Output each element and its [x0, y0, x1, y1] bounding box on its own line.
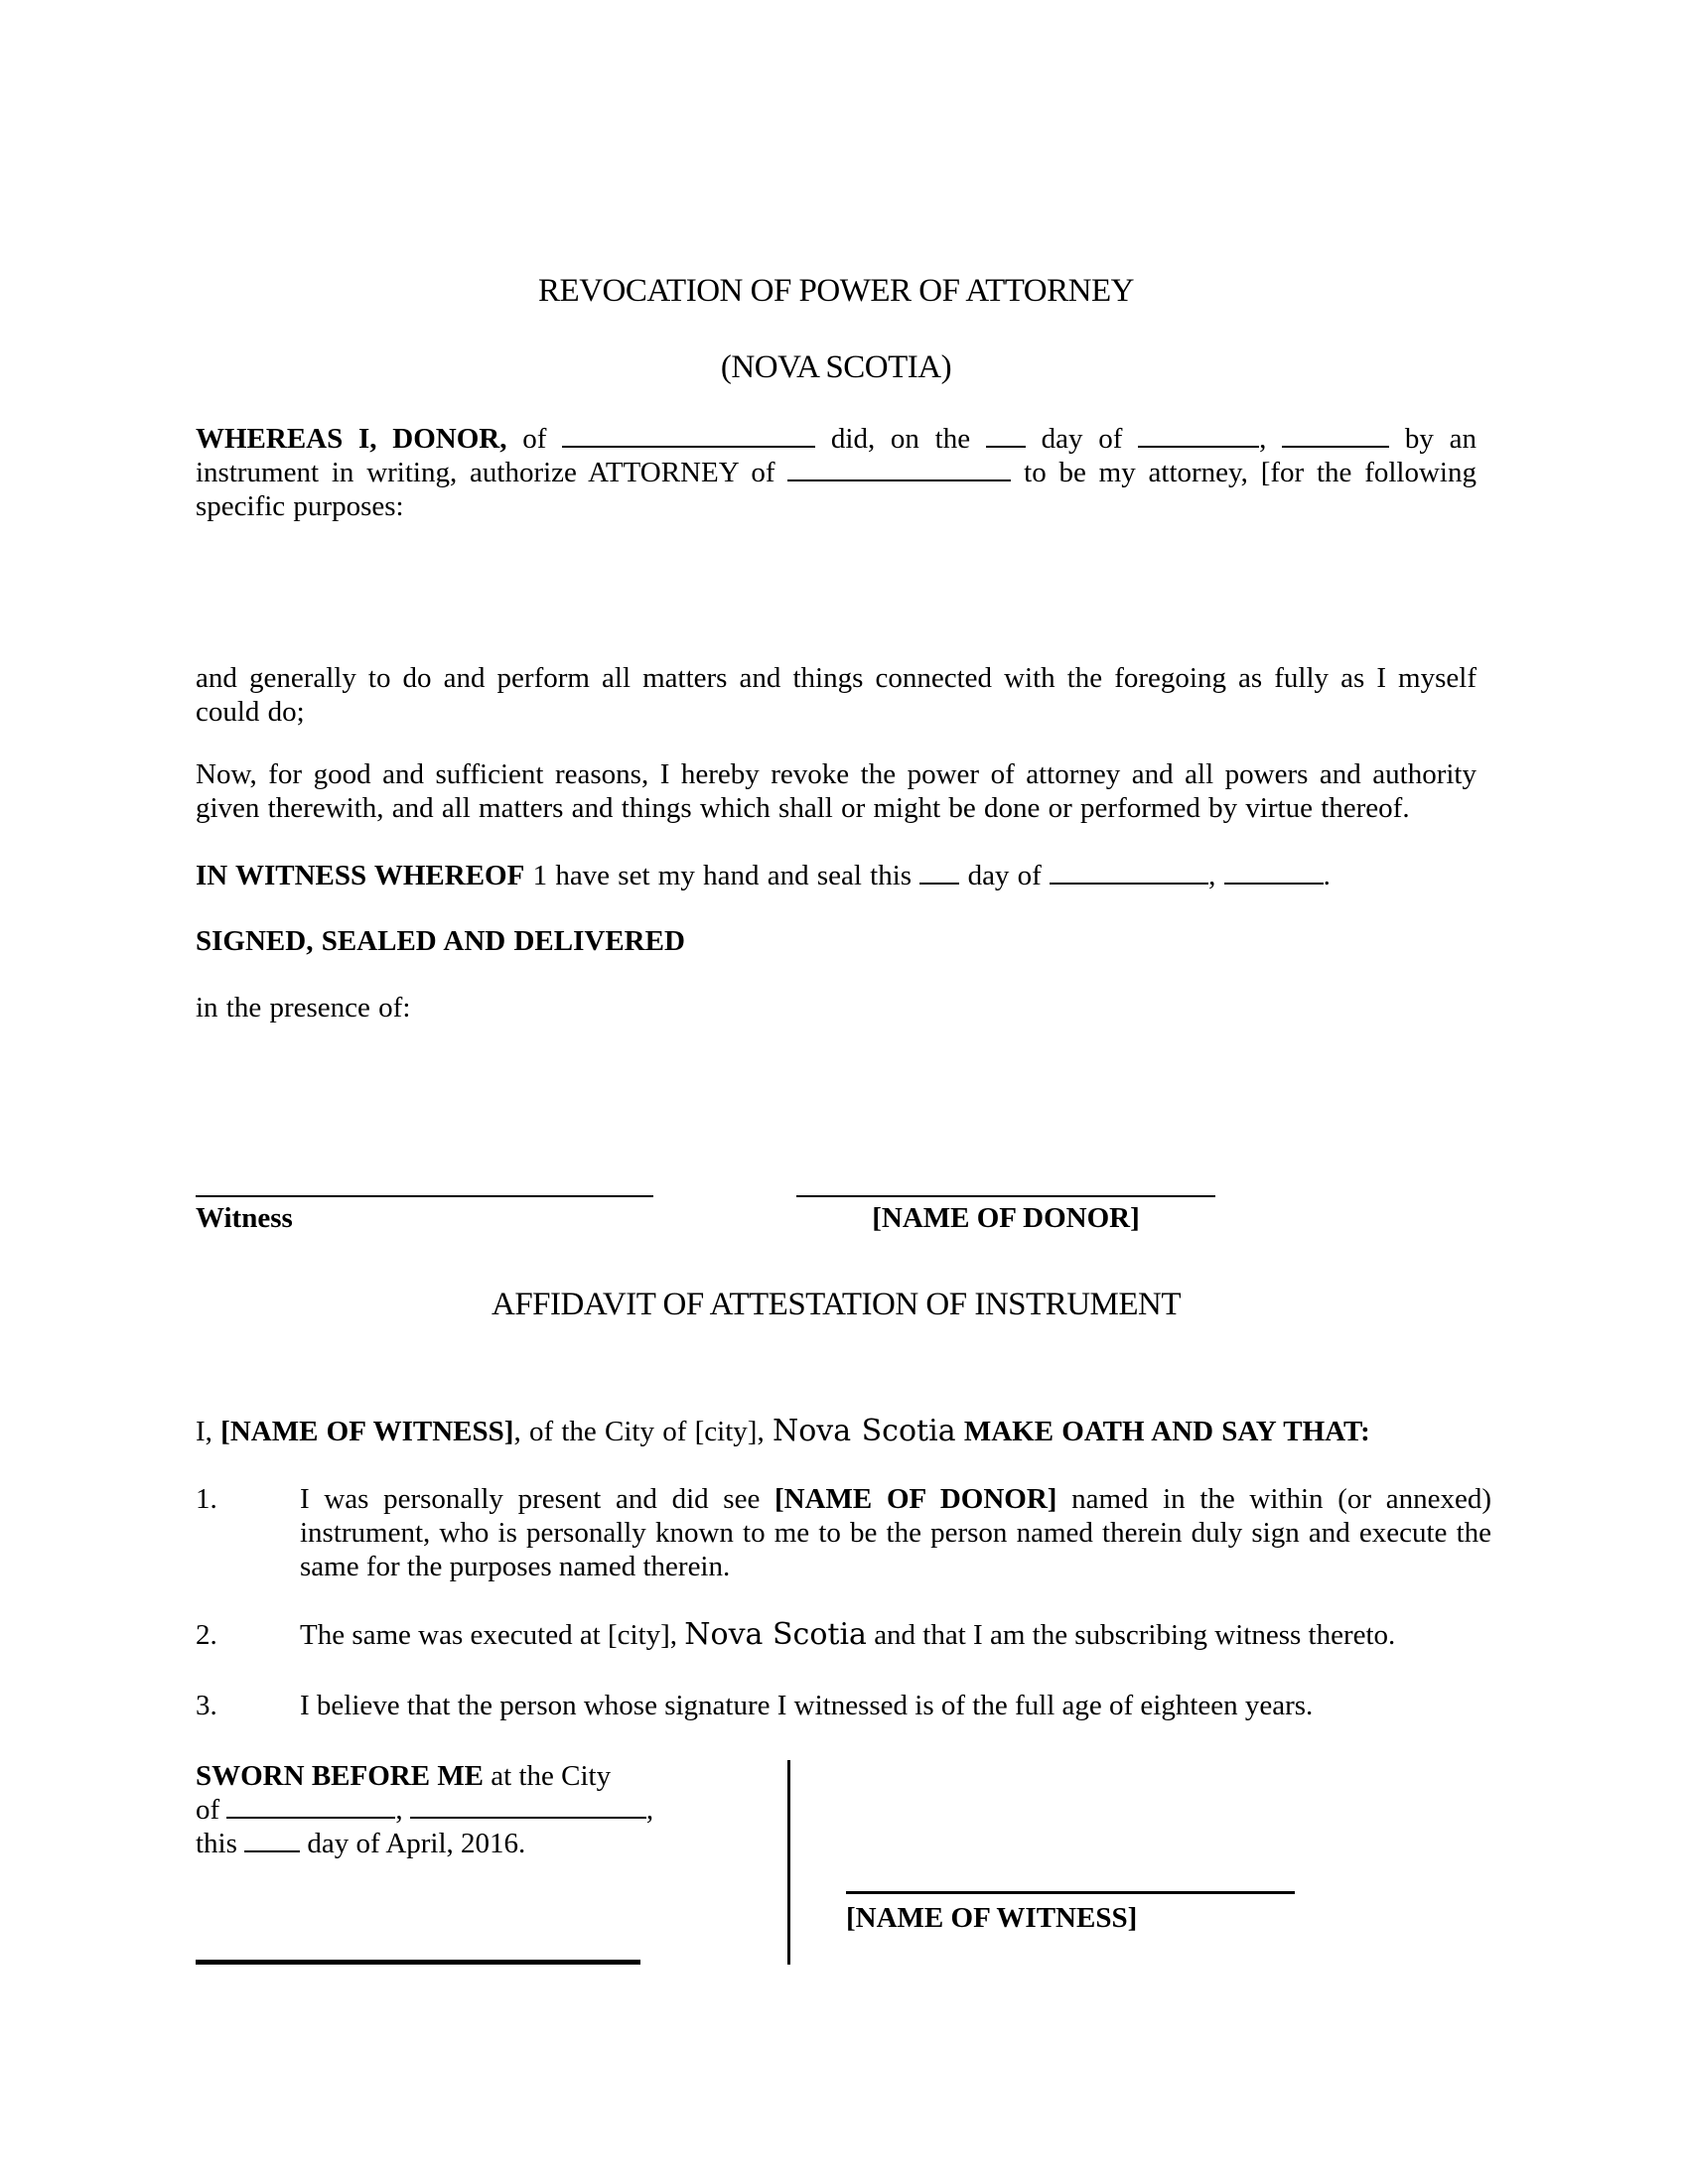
donor-signature-line: [796, 1195, 1215, 1197]
fill-in-blank: [410, 1814, 646, 1819]
affidavit-item-2: [196, 1618, 1491, 1652]
text-segment: The same was executed at [city],: [300, 1619, 685, 1651]
sworn-line-2: [196, 1793, 811, 1827]
item-text: [300, 1618, 1491, 1652]
text-segment: WHEREAS I, DONOR,: [196, 423, 507, 455]
text-segment: I,: [196, 1416, 221, 1447]
fill-in-blank: [562, 443, 815, 448]
text-segment: of: [506, 423, 563, 455]
text-segment: ,: [1208, 860, 1224, 891]
commissioner-signature-line: [196, 1960, 640, 1965]
witness-label: Witness: [196, 1202, 293, 1234]
text-segment: of: [196, 1794, 227, 1826]
fill-in-blank: [226, 1814, 395, 1819]
text-segment: and that I am the subscribing witness thereto.: [866, 1619, 1396, 1651]
oath-line: [196, 1415, 1477, 1448]
text-segment: ,: [1259, 423, 1283, 455]
fill-in-blank: [787, 477, 1011, 481]
text-segment: [956, 1416, 964, 1447]
affidavit-item-3: [196, 1689, 1491, 1722]
fill-in-blank: [1138, 443, 1259, 448]
text-segment: day of April, 2016.: [300, 1828, 526, 1859]
revoke-paragraph: Now, for good and sufficient reasons, I hereby revoke the power of attorney and all powers and authority given therewith, and all matters and things which shall or might be done or performed by virtue thereof.: [196, 758, 1477, 824]
sworn-before-me-block: [196, 1759, 811, 1860]
witness-affidavit-signature-line: [846, 1891, 1295, 1894]
item-number: 1.: [196, 1483, 217, 1515]
fill-in-blank: [1224, 880, 1324, 885]
fill-in-blank: [1282, 443, 1389, 448]
sworn-line-1: [196, 1759, 811, 1793]
sworn-line-3: [196, 1827, 811, 1860]
item-text: [300, 1482, 1491, 1583]
text-segment: SWORN BEFORE ME: [196, 1760, 485, 1792]
affidavit-title: AFFIDAVIT OF ATTESTATION OF INSTRUMENT: [491, 1287, 1182, 1322]
text-segment: , of the City of [city],: [513, 1416, 773, 1447]
fill-in-blank: [1050, 880, 1208, 885]
text-segment: day of: [959, 860, 1051, 891]
presence-line: in the presence of:: [196, 992, 411, 1024]
column-divider-line: [787, 1760, 790, 1965]
item-text: [300, 1689, 1491, 1722]
witness-signature-line: [196, 1195, 653, 1197]
text-segment: I was personally present and did see: [300, 1483, 775, 1515]
text-segment: at the City: [484, 1760, 612, 1792]
fill-in-blank: [244, 1847, 300, 1852]
item-number: 3.: [196, 1690, 217, 1721]
text-segment: to be my attorney, [for the following specific purposes:: [196, 457, 1477, 522]
text-segment: .: [1323, 860, 1331, 891]
fill-in-blank: [919, 880, 959, 885]
text-segment: 1 have set my hand and seal this: [524, 860, 920, 891]
text-segment: did, on the: [815, 423, 986, 455]
text-segment: [NAME OF DONOR]: [774, 1483, 1057, 1515]
text-segment: by an instrument in writing, authorize ATTORNEY of: [196, 423, 1477, 488]
text-segment: I believe that the person whose signature I witnessed is of the full age of eighteen years.: [300, 1690, 1314, 1721]
witness-name-label: [NAME OF WITNESS]: [846, 1902, 1138, 1934]
text-segment: MAKE OATH AND SAY THAT:: [963, 1416, 1370, 1447]
text-segment: Nova Scotia: [684, 1617, 867, 1652]
text-segment: Nova Scotia: [772, 1414, 956, 1448]
generally-paragraph: and generally to do and perform all matters and things connected with the foregoing as fully as I myself could do;: [196, 662, 1477, 728]
document-title: REVOCATION OF POWER OF ATTORNEY: [538, 273, 1134, 309]
whereas-paragraph: [196, 422, 1477, 523]
fill-in-blank: [986, 443, 1026, 448]
text-segment: this: [196, 1828, 245, 1859]
in-witness-line: [196, 859, 1477, 892]
donor-name-label: [NAME OF DONOR]: [872, 1202, 1140, 1234]
text-segment: IN WITNESS WHEREOF: [196, 860, 525, 891]
signed-sealed-line: SIGNED, SEALED AND DELIVERED: [196, 925, 685, 957]
item-number: 2.: [196, 1619, 217, 1651]
text-segment: ,: [395, 1794, 410, 1826]
affidavit-item-1: [196, 1482, 1491, 1583]
text-segment: named in the within (or annexed) instrument, who is personally known to me to be the person named therein duly sign and execute the same for the purposes named therein.: [300, 1483, 1491, 1582]
text-segment: ,: [645, 1794, 654, 1826]
text-segment: day of: [1025, 423, 1139, 455]
document-subtitle: (NOVA SCOTIA): [720, 349, 952, 385]
text-segment: [NAME OF WITNESS]: [220, 1416, 514, 1447]
